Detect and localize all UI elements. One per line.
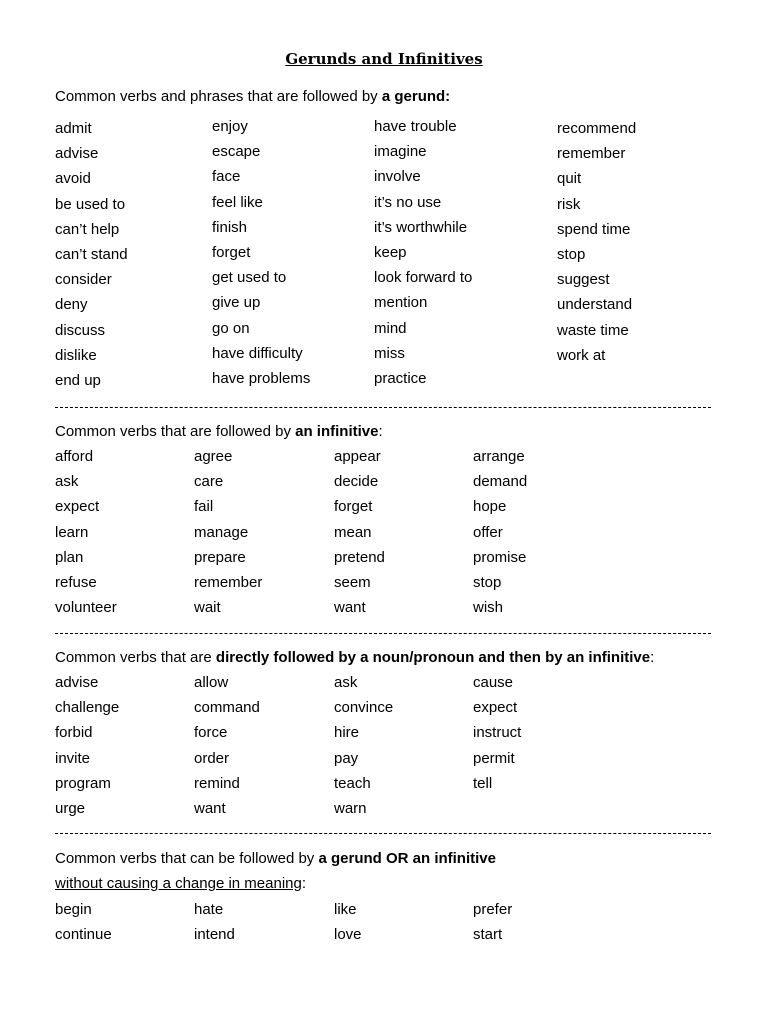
gerund-verb: miss (374, 345, 405, 362)
gerund-verb: go on (212, 320, 250, 337)
gerund-verb: risk (557, 196, 581, 213)
either-verb: begin (55, 901, 92, 918)
infinitive-heading-suffix: : (378, 423, 383, 440)
noun-infinitive-heading-text: Common verbs that are (55, 649, 216, 666)
noun-infinitive-verb: instruct (473, 724, 522, 741)
gerund-verb: quit (557, 170, 582, 187)
noun-infinitive-heading-emphasis: directly followed by a noun/pronoun and then by an infinitive (215, 649, 651, 666)
noun-infinitive-verb: tell (473, 775, 493, 792)
gerund-verb: end up (55, 372, 101, 389)
either-section-heading (55, 850, 496, 867)
gerund-verb: be used to (55, 196, 126, 213)
either-verb: prefer (473, 901, 513, 918)
infinitive-verb: care (194, 473, 224, 490)
infinitive-verb: volunteer (55, 599, 117, 616)
gerund-verb: enjoy (212, 118, 248, 135)
noun-infinitive-verb: program (55, 775, 111, 792)
infinitive-verb: hope (473, 498, 507, 515)
noun-infinitive-verb: permit (473, 750, 515, 767)
gerund-verb: forget (212, 244, 251, 261)
section-divider (55, 407, 711, 408)
gerund-verb: practice (374, 370, 427, 387)
either-section-subheading (55, 875, 306, 892)
infinitive-section-heading (55, 423, 383, 440)
noun-infinitive-verb: want (194, 800, 226, 817)
infinitive-verb: afford (55, 448, 94, 465)
gerund-verb: consider (55, 271, 112, 288)
noun-infinitive-verb: allow (194, 674, 229, 691)
section-divider (55, 633, 711, 634)
noun-infinitive-section-heading (55, 649, 654, 666)
gerund-verb: remember (557, 145, 626, 162)
gerund-verb: deny (55, 296, 88, 313)
gerund-verb: waste time (557, 322, 629, 339)
gerund-section-heading (55, 88, 450, 105)
infinitive-heading-text: Common verbs that are followed by (55, 423, 296, 440)
noun-infinitive-verb: order (194, 750, 230, 767)
gerund-verb: dislike (55, 347, 97, 364)
gerund-verb: discuss (55, 322, 106, 339)
either-heading-text: Common verbs that can be followed by (55, 850, 319, 867)
gerund-verb: avoid (55, 170, 91, 187)
gerund-verb: feel like (212, 194, 263, 211)
gerund-verb: have problems (212, 370, 311, 387)
gerund-verb: suggest (557, 271, 610, 288)
noun-infinitive-verb: urge (55, 800, 86, 817)
gerund-verb: look forward to (374, 269, 473, 286)
noun-infinitive-verb: advise (55, 674, 99, 691)
gerund-verb: face (212, 168, 241, 185)
either-verb: continue (55, 926, 112, 943)
noun-infinitive-verb: force (194, 724, 228, 741)
gerund-verb: give up (212, 294, 261, 311)
gerund-verb: admit (55, 120, 92, 137)
infinitive-verb: offer (473, 524, 503, 541)
either-verb: start (473, 926, 503, 943)
noun-infinitive-verb: pay (334, 750, 359, 767)
gerund-verb: keep (374, 244, 407, 261)
noun-infinitive-verb: command (194, 699, 260, 716)
noun-infinitive-verb: expect (473, 699, 518, 716)
infinitive-verb: decide (334, 473, 379, 490)
gerund-verb: get used to (212, 269, 287, 286)
infinitive-verb: stop (473, 574, 502, 591)
infinitive-verb: fail (194, 498, 214, 515)
infinitive-verb: prepare (194, 549, 246, 566)
noun-infinitive-verb: warn (334, 800, 367, 817)
infinitive-verb: demand (473, 473, 528, 490)
infinitive-verb: arrange (473, 448, 525, 465)
gerund-verb: escape (212, 143, 261, 160)
infinitive-verb: manage (194, 524, 249, 541)
infinitive-verb: plan (55, 549, 84, 566)
page-title: Gerunds and Infinitives (285, 50, 483, 68)
infinitive-verb: wish (473, 599, 504, 616)
gerund-verb: have difficulty (212, 345, 303, 362)
infinitive-verb: want (334, 599, 366, 616)
gerund-verb: advise (55, 145, 99, 162)
infinitive-verb: appear (334, 448, 381, 465)
gerund-verb: finish (212, 219, 248, 236)
either-subheading-suffix: : (301, 875, 307, 892)
either-subheading-underlined: without causing a change in meaning (55, 875, 302, 892)
gerund-verb: recommend (557, 120, 637, 137)
noun-infinitive-verb: teach (334, 775, 371, 792)
either-heading-emphasis: a gerund OR an infinitive (318, 850, 496, 867)
noun-infinitive-verb: invite (55, 750, 91, 767)
gerund-verb: have trouble (374, 118, 457, 135)
infinitive-verb: promise (473, 549, 527, 566)
gerund-verb: spend time (557, 221, 631, 238)
gerund-verb: understand (557, 296, 633, 313)
gerund-verb: stop (557, 246, 586, 263)
noun-infinitive-verb: challenge (55, 699, 120, 716)
gerund-heading-text: Common verbs and phrases that are followed by (55, 88, 382, 105)
infinitive-verb: expect (55, 498, 100, 515)
noun-infinitive-verb: convince (334, 699, 394, 716)
gerund-verb: involve (374, 168, 421, 185)
gerund-verb: can’t help (55, 221, 120, 238)
infinitive-verb: learn (55, 524, 89, 541)
infinitive-verb: wait (194, 599, 221, 616)
noun-infinitive-verb: hire (334, 724, 360, 741)
noun-infinitive-verb: remind (194, 775, 240, 792)
gerund-verb: work at (557, 347, 606, 364)
either-verb: hate (194, 901, 224, 918)
either-verb: love (334, 926, 362, 943)
infinitive-verb: ask (55, 473, 79, 490)
section-divider (55, 833, 711, 834)
either-verb: intend (194, 926, 235, 943)
gerund-verb: mind (374, 320, 407, 337)
gerund-verb: can’t stand (55, 246, 128, 263)
noun-infinitive-heading-suffix: : (650, 649, 655, 666)
infinitive-verb: agree (194, 448, 233, 465)
infinitive-heading-emphasis: an infinitive (295, 423, 379, 440)
either-verb: like (334, 901, 357, 918)
gerund-verb: mention (374, 294, 428, 311)
gerund-verb: it’s no use (374, 194, 442, 211)
infinitive-verb: forget (334, 498, 373, 515)
gerund-verb: imagine (374, 143, 427, 160)
infinitive-verb: mean (334, 524, 372, 541)
infinitive-verb: refuse (55, 574, 97, 591)
noun-infinitive-verb: forbid (55, 724, 93, 741)
gerund-verb: it’s worthwhile (374, 219, 468, 236)
noun-infinitive-verb: cause (473, 674, 514, 691)
noun-infinitive-verb: ask (334, 674, 358, 691)
gerund-heading-emphasis: a gerund: (381, 88, 451, 105)
infinitive-verb: pretend (334, 549, 385, 566)
infinitive-verb: seem (334, 574, 371, 591)
infinitive-verb: remember (194, 574, 263, 591)
